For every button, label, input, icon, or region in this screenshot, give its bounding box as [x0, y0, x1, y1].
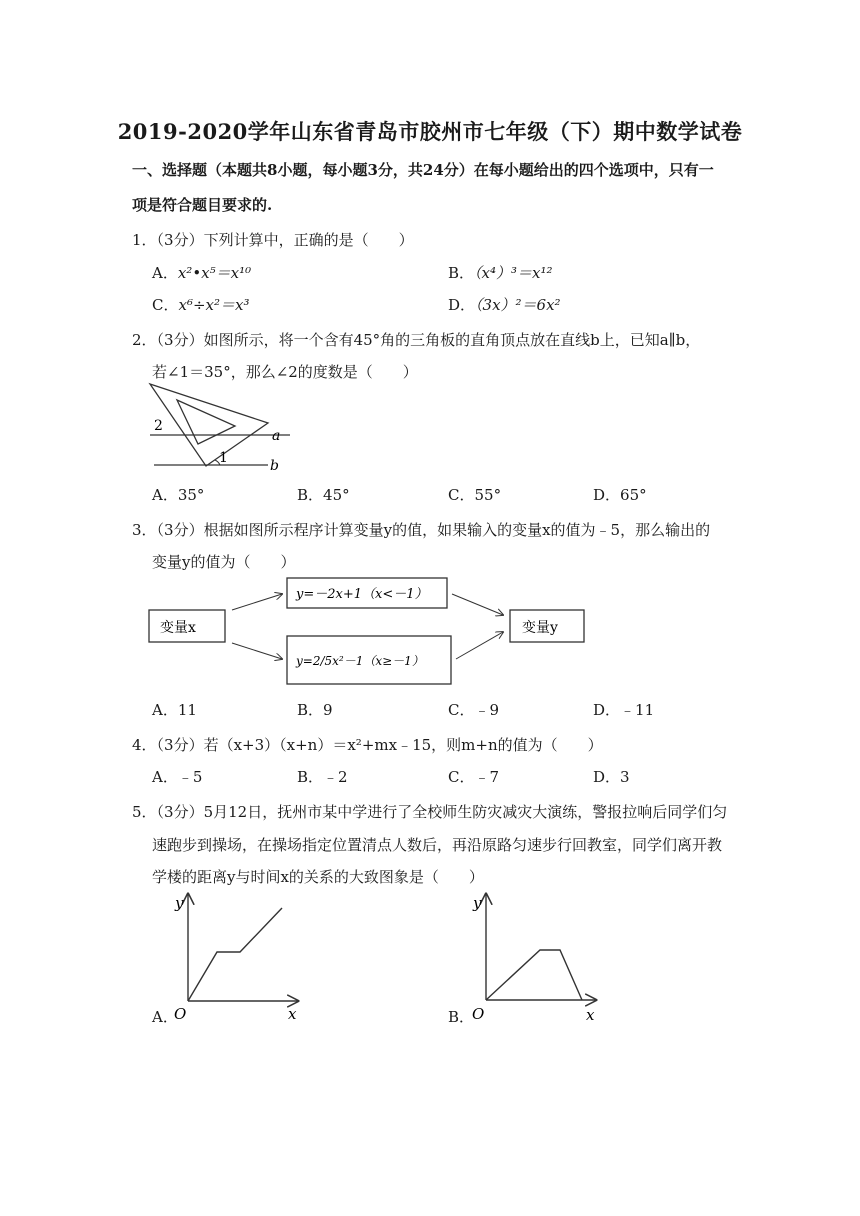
q4-option-a: A．﹣5 — [152, 768, 203, 786]
question-5-stem-line3: 学楼的距离y与时间x的关系的大致图象是（ ） — [152, 868, 484, 886]
q3-bottom-formula-box: y=2/5x²－1（x≥－1） — [296, 654, 424, 668]
q5a-axis-y-label: y — [175, 894, 184, 912]
q3-option-a: A．11 — [152, 701, 197, 719]
q2-option-d: D．65° — [593, 486, 647, 504]
q3-input-box: 变量x — [160, 620, 196, 636]
q5-option-a: A． — [152, 1008, 178, 1026]
q2-option-c: C．55° — [448, 486, 502, 504]
question-1-stem: 1．（3分）下列计算中，正确的是（ ） — [132, 231, 414, 249]
section-heading-line1: 一、选择题（本题共8小题，每小题3分，共24分）在每小题给出的四个选项中，只有一 — [132, 161, 714, 179]
q1-option-a-text: x²•x⁵＝x¹⁰ — [177, 264, 252, 282]
q2-option-a: A．35° — [152, 486, 205, 504]
q2-label-angle-2: 2 — [154, 418, 163, 434]
q5a-axis-x-label: x — [288, 1005, 297, 1023]
q4-option-c: C．﹣7 — [448, 768, 500, 786]
q5-option-b: B． — [448, 1008, 475, 1026]
q1-option-c-text: x⁶÷x²＝x³ — [178, 296, 250, 314]
question-2-stem-line2: 若∠1＝35°，那么∠2的度数是（ ） — [152, 363, 418, 381]
question-3-stem-line1: 3．（3分）根据如图所示程序计算变量y的值，如果输入的变量x的值为﹣5，那么输出的 — [132, 521, 711, 539]
q2-figure — [140, 378, 300, 474]
q1-option-d: D．（3x）²＝6x² — [448, 296, 561, 314]
question-3-stem-line2: 变量y的值为（ ） — [152, 553, 296, 571]
q3-top-formula-box: y=－2x+1（x<－1） — [296, 587, 428, 602]
question-4-stem: 4．（3分）若（x+3）（x+n）＝x²+mx﹣15，则m+n的值为（ ） — [132, 736, 603, 754]
question-2-stem-line1: 2．（3分）如图所示，将一个含有45°角的三角板的直角顶点放在直线b上，已知a∥b， — [132, 331, 701, 349]
q1-option-b: B．（x⁴）³＝x¹² — [448, 264, 553, 282]
q2-option-b: B．45° — [297, 486, 350, 504]
q2-label-line-a: a — [272, 428, 281, 444]
q3-option-d: D．﹣11 — [593, 701, 655, 719]
q3-option-c: C．﹣9 — [448, 701, 500, 719]
section-heading-line2: 项是符合题目要求的. — [132, 196, 273, 214]
q5b-origin-label: O — [472, 1005, 485, 1023]
q2-label-line-b: b — [270, 458, 279, 474]
q2-label-angle-1: 1 — [219, 450, 228, 466]
q1-option-d-text: （3x）²＝6x² — [475, 296, 561, 314]
question-5-stem-line1: 5．（3分）5月12日，抚州市某中学进行了全校师生防灾减灾大演练，警报拉响后同学们匀 — [132, 803, 728, 821]
q3-flowchart — [140, 572, 600, 692]
q4-option-b: B．﹣2 — [297, 768, 348, 786]
q3-option-b: B．9 — [297, 701, 333, 719]
q3-output-box: 变量y — [522, 620, 558, 636]
q1-option-b-text: （x⁴）³＝x¹² — [474, 264, 553, 282]
q5a-origin-label: O — [174, 1005, 187, 1023]
q4-option-d: D．3 — [593, 768, 630, 786]
question-5-stem-line2: 速跑步到操场，在操场指定位置清点人数后，再沿原路匀速步行回教室，同学们离开教 — [152, 836, 723, 854]
page-title: 2019-2020学年山东省青岛市胶州市七年级（下）期中数学试卷 — [117, 119, 743, 144]
q5b-axis-y-label: y — [473, 894, 482, 912]
q5b-axis-x-label: x — [586, 1006, 595, 1024]
q1-option-a: A．x²•x⁵＝x¹⁰ — [152, 264, 252, 282]
q1-option-c: C．x⁶÷x²＝x³ — [152, 296, 250, 314]
